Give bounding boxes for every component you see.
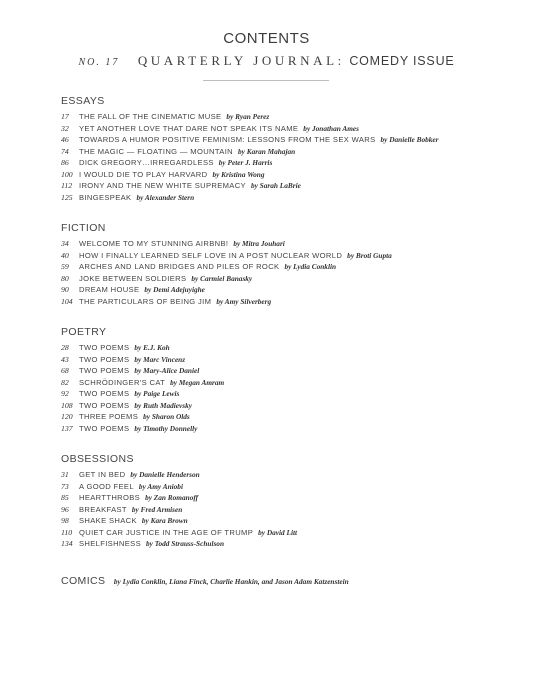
- entry-byline: by E.J. Koh: [134, 343, 170, 352]
- entry-title: IRONY AND THE NEW WHITE SUPREMACY: [79, 181, 246, 190]
- entry-page-number: 100: [61, 169, 73, 179]
- entry-page-number: 31: [61, 470, 69, 479]
- section-poetry: [61, 326, 531, 434]
- entry-title: BINGESPEAK: [79, 192, 132, 202]
- entry-byline: by Zan Romanoff: [145, 493, 199, 502]
- toc-entry[interactable]: [61, 146, 531, 158]
- entry-title: SHAKE SHACK: [79, 516, 137, 525]
- entry-page-number: 74: [61, 146, 69, 156]
- toc-entry[interactable]: [61, 111, 531, 123]
- entry-byline: by Carmiel Banasky: [191, 273, 253, 283]
- entry-page-number: 137: [61, 423, 73, 433]
- entry-title: A GOOD FEEL: [79, 481, 134, 491]
- entry-page-number: 120: [61, 412, 73, 421]
- entry-byline: by Mitra Jouhari: [233, 239, 285, 248]
- page-title: CONTENTS: [223, 30, 310, 47]
- entry-title: BREAKFAST: [79, 504, 127, 514]
- entry-byline: by David Litt: [258, 527, 298, 537]
- entry-byline: by Lydia Conklin: [284, 262, 337, 271]
- entry-page-number: 68: [61, 366, 69, 375]
- entry-page-number: 108: [61, 400, 73, 410]
- toc-entry[interactable]: [61, 250, 531, 262]
- entry-title: TWO POEMS: [79, 423, 130, 433]
- entry-page-number: 86: [61, 158, 69, 167]
- entry-page-number: 40: [61, 250, 69, 260]
- section-title: ESSAYS: [61, 95, 105, 107]
- entry-title: TWO POEMS: [79, 343, 130, 352]
- toc-entry[interactable]: [61, 238, 531, 250]
- toc-entry[interactable]: [61, 469, 531, 481]
- entry-title: GET IN BED: [79, 470, 126, 479]
- toc-entry[interactable]: [61, 400, 531, 412]
- toc-entry[interactable]: [61, 423, 531, 435]
- entry-byline: by Lydia Conklin, Liana Finck, Charlie Hankin, and Jason Adam Katzenstein: [113, 577, 349, 586]
- entry-page-number: 85: [61, 493, 69, 502]
- entry-byline: by Todd Strauss-Schulson: [146, 539, 225, 548]
- journal-header: [0, 52, 533, 70]
- entry-title: HOW I FINALLY LEARNED SELF LOVE IN A POST NUCLEAR WORLD: [79, 250, 343, 260]
- entry-page-number: 43: [61, 354, 69, 364]
- toc-entry[interactable]: [61, 192, 531, 204]
- entry-page-number: 59: [61, 262, 69, 271]
- toc-entry[interactable]: [61, 515, 531, 527]
- issue-number: NO. 17: [78, 57, 120, 68]
- entry-title: TWO POEMS: [79, 354, 130, 364]
- entry-page-number: 46: [61, 135, 69, 144]
- journal-name: QUARTERLY JOURNAL:: [137, 53, 345, 68]
- entry-byline: by Karan Mahajan: [238, 146, 296, 156]
- section-title: COMICS: [61, 575, 106, 587]
- entry-title: SHELFISHNESS: [79, 539, 142, 548]
- toc-entry[interactable]: [61, 377, 531, 389]
- section-fiction: [61, 222, 531, 307]
- entry-page-number: 73: [61, 481, 69, 491]
- entry-title: THREE POEMS: [79, 412, 139, 421]
- title-divider: [203, 80, 329, 81]
- entry-title: THE MAGIC — FLOATING — MOUNTAIN: [79, 146, 234, 156]
- toc-entry[interactable]: [61, 527, 531, 539]
- entry-title: THE PARTICULARS OF BEING JIM: [79, 296, 212, 306]
- entry-page-number: 112: [61, 181, 73, 190]
- entry-byline: by Kara Brown: [141, 516, 188, 525]
- entry-byline: by Megan Amram: [170, 377, 225, 387]
- entry-byline: by Jonathan Ames: [303, 123, 359, 133]
- toc-entry[interactable]: [61, 504, 531, 516]
- entry-byline: by Sarah LaBrie: [250, 181, 301, 190]
- entry-byline: by Kristina Wong: [212, 169, 265, 179]
- entry-page-number: 90: [61, 285, 69, 294]
- entry-page-number: 28: [61, 343, 69, 352]
- entry-title: YET ANOTHER LOVE THAT DARE NOT SPEAK ITS NAME: [79, 123, 299, 133]
- toc-entry[interactable]: [61, 538, 531, 550]
- entry-byline: by Danielle Henderson: [130, 470, 200, 479]
- toc-entry[interactable]: [61, 492, 531, 504]
- entry-title: DREAM HOUSE: [79, 285, 140, 294]
- entry-page-number: 34: [61, 239, 69, 248]
- entry-byline: by Timothy Donnelly: [134, 423, 198, 433]
- entry-page-number: 96: [61, 504, 69, 514]
- entry-title: SCHRÖDINGER'S CAT: [79, 377, 166, 387]
- entry-page-number: 110: [61, 527, 73, 537]
- toc-entry[interactable]: [61, 411, 531, 423]
- entry-title: THE FALL OF THE CINEMATIC MUSE: [79, 112, 222, 121]
- entry-page-number: 104: [61, 296, 73, 306]
- toc-entry[interactable]: [61, 481, 531, 493]
- entry-page-number: 17: [61, 112, 69, 121]
- entry-page-number: 125: [61, 192, 73, 202]
- entry-title: TWO POEMS: [79, 400, 130, 410]
- section-essays: [61, 95, 531, 203]
- issue-name: COMEDY ISSUE: [349, 54, 455, 68]
- toc-entry[interactable]: [61, 261, 531, 273]
- toc-entry[interactable]: [61, 388, 531, 400]
- section-title: OBSESSIONS: [61, 453, 134, 465]
- section-title: FICTION: [61, 222, 106, 234]
- entry-title: QUIET CAR JUSTICE IN THE AGE OF TRUMP: [79, 527, 254, 537]
- section-obsessions: [61, 453, 531, 550]
- entry-title: ARCHES AND LAND BRIDGES AND PILES OF ROCK: [79, 262, 280, 271]
- entry-page-number: 82: [61, 377, 69, 387]
- entry-title: JOKE BETWEEN SOLDIERS: [79, 273, 187, 283]
- entry-page-number: 98: [61, 516, 69, 525]
- entry-byline: by Amy Aniobi: [138, 481, 183, 491]
- entry-byline: by Paige Lewis: [134, 389, 180, 398]
- entry-byline: by Sharon Olds: [143, 412, 190, 421]
- entry-page-number: 32: [61, 123, 69, 133]
- entry-title: WELCOME TO MY STUNNING AIRBNB!: [79, 239, 229, 248]
- toc-entry[interactable]: [61, 296, 531, 308]
- entry-title: DICK GREGORY…IRREGARDLESS: [79, 158, 214, 167]
- entry-page-number: 134: [61, 539, 73, 548]
- entry-byline: by Alexander Stern: [136, 192, 195, 202]
- toc-entry[interactable]: [61, 284, 531, 296]
- entry-byline: by Ryan Perez: [226, 112, 270, 121]
- entry-page-number: 80: [61, 273, 69, 283]
- entry-byline: by Mary-Alice Daniel: [134, 366, 200, 375]
- toc-entry[interactable]: [61, 354, 531, 366]
- entry-byline: by Amy Silverberg: [216, 296, 272, 306]
- entry-title: I WOULD DIE TO PLAY HARVARD: [79, 169, 208, 179]
- toc-entry[interactable]: [61, 273, 531, 285]
- entry-title: TOWARDS A HUMOR POSITIVE FEMINISM: LESSONS FROM THE SEX WARS: [79, 135, 376, 144]
- entry-page-number: 92: [61, 389, 69, 398]
- entry-title: HEARTTHROBS: [79, 493, 141, 502]
- entry-title: TWO POEMS: [79, 389, 130, 398]
- toc-entry[interactable]: [61, 365, 531, 377]
- section-title: POETRY: [61, 326, 107, 338]
- entry-byline: by Broti Gupta: [347, 250, 392, 260]
- toc-entry[interactable]: [61, 180, 531, 192]
- toc-entry[interactable]: [61, 134, 531, 146]
- toc-entry[interactable]: [61, 157, 531, 169]
- entry-byline: by Ruth Madievsky: [134, 400, 192, 410]
- toc-entry[interactable]: [61, 123, 531, 135]
- entry-byline: by Peter J. Harris: [218, 158, 273, 167]
- entry-byline: by Demi Adejuyighe: [144, 285, 205, 294]
- entry-byline: by Danielle Bobker: [380, 135, 439, 144]
- section-comics: [61, 571, 349, 589]
- entry-title: TWO POEMS: [79, 366, 130, 375]
- toc-entry[interactable]: [61, 169, 531, 181]
- toc-entry[interactable]: [61, 342, 531, 354]
- entry-byline: by Marc Vincenz: [134, 354, 186, 364]
- entry-byline: by Fred Armisen: [131, 504, 183, 514]
